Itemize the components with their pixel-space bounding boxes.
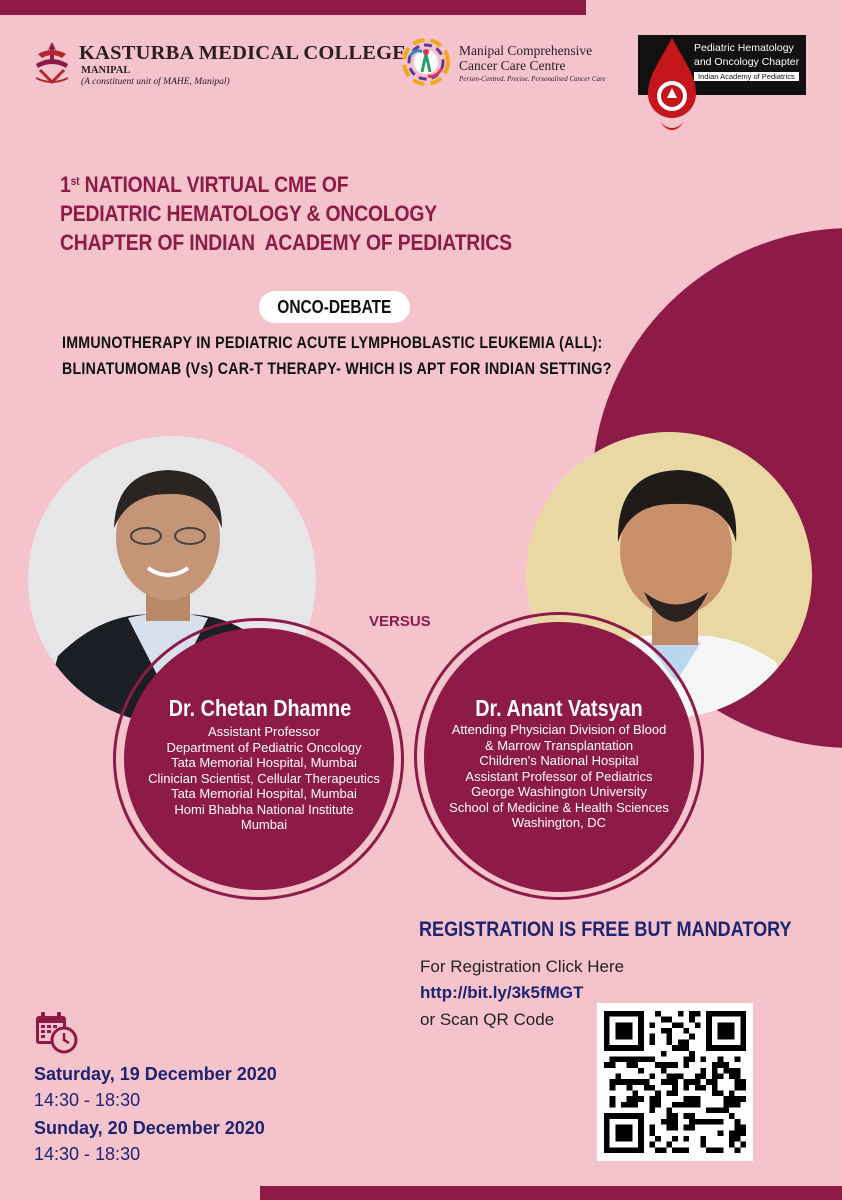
top-accent-bar [0, 0, 586, 15]
calendar-clock-icon [34, 1010, 78, 1054]
registration-qr-code[interactable] [597, 1003, 753, 1161]
speaker2-detail-line: Attending Physician Division of Blood [451, 722, 667, 737]
ribbon-logo-icon [402, 38, 450, 86]
title-line1-text: NATIONAL VIRTUAL CME OF [79, 172, 349, 197]
speaker1-detail-line: Homi Bhabha National Institute [174, 801, 354, 817]
speaker2-detail-line: George Washington University [471, 784, 647, 799]
title-ordinal-suffix: st [70, 174, 80, 188]
kmc-name: KASTURBA MEDICAL COLLEGE [79, 42, 407, 64]
speaker2-detail-line: Assistant Professor of Pediatrics [465, 768, 653, 784]
day2-time: 14:30 - 18:30 [34, 1144, 141, 1164]
event-title-line2: PEDIATRIC HEMATOLOGY & ONCOLOGY [60, 201, 438, 226]
day2-date: Sunday, 20 December 2020 [34, 1118, 265, 1138]
versus-label: VERSUS [369, 613, 431, 630]
day1-time: 14:30 - 18:30 [34, 1090, 141, 1110]
debate-topic-line1: IMMUNOTHERAPY IN PEDIATRIC ACUTE LYMPHOBLASTIC LEUKEMIA (ALL): [62, 334, 603, 352]
speaker1-name: Dr. Chetan Dhamne [168, 695, 352, 721]
title-ordinal: 1 [60, 172, 71, 197]
qr-code-icon [604, 1011, 746, 1153]
speaker1-detail-line: Tata Memorial Hospital, Mumbai [171, 755, 357, 770]
event-title [60, 170, 512, 257]
speaker1-detail-line: Clinician Scientist, Cellular Therapeutics [148, 770, 380, 786]
mccc-name [459, 43, 592, 73]
speaker1-detail-line: Assistant Professor [208, 724, 320, 739]
mccc-tagline: Person-Centred. Precise. Personalised Cancer Care [459, 75, 606, 83]
speaker2-detail-line: Washington, DC [511, 815, 607, 830]
phoc-line1: Pediatric Hematology [694, 42, 794, 54]
bottom-accent-bar [260, 1186, 842, 1200]
event-title-line1 [60, 170, 512, 199]
speaker2-detail-line: Children's National Hospital [479, 753, 639, 768]
kmc-subtitle: (A constituent unit of MAHE, Manipal) [81, 77, 230, 87]
onco-debate-text: ONCO-DEBATE [277, 297, 392, 317]
speaker2-detail-line: School of Medicine & Health Sciences [449, 799, 669, 815]
speaker2-detail-line: & Marrow Transplantation [484, 737, 634, 753]
speaker2-name: Dr. Anant Vatsyan [475, 695, 643, 721]
speaker1-detail-line: Mumbai [240, 817, 288, 832]
speaker2-details [424, 722, 694, 831]
speaker1-detail-line: Department of Pediatric Oncology [166, 739, 362, 755]
registration-instruction: For Registration Click Here [420, 957, 625, 976]
mccc-logo [402, 38, 632, 98]
mccc-name-line2: Cancer Care Centre [459, 58, 566, 73]
registration-link[interactable]: http://bit.ly/3k5fMGT [420, 983, 584, 1002]
debate-topic-line2: BLINATUMOMAB (Vs) CAR-T THERAPY- WHICH IS APT FOR INDIAN SETTING? [62, 360, 612, 378]
kmc-city: MANIPAL [81, 65, 131, 76]
day1-date: Saturday, 19 December 2020 [34, 1064, 277, 1084]
kmc-seal-icon [32, 40, 72, 86]
phoc-line2: and Oncology Chapter [694, 56, 800, 68]
event-title-line3: CHAPTER OF INDIAN ACADEMY OF PEDIATRICS [60, 230, 512, 255]
registration-heading: REGISTRATION IS FREE BUT MANDATORY [419, 918, 792, 941]
onco-debate-label [259, 291, 410, 323]
debate-topic [62, 330, 612, 382]
speaker1-detail-line: Tata Memorial Hospital, Mumbai [171, 786, 357, 801]
phoc-line3: Indian Academy of Pediatrics [694, 72, 799, 81]
mccc-name-line1: Manipal Comprehensive [459, 43, 593, 58]
kmc-logo [30, 40, 407, 100]
qr-instruction: or Scan QR Code [420, 1010, 555, 1029]
speaker1-details [124, 724, 404, 833]
